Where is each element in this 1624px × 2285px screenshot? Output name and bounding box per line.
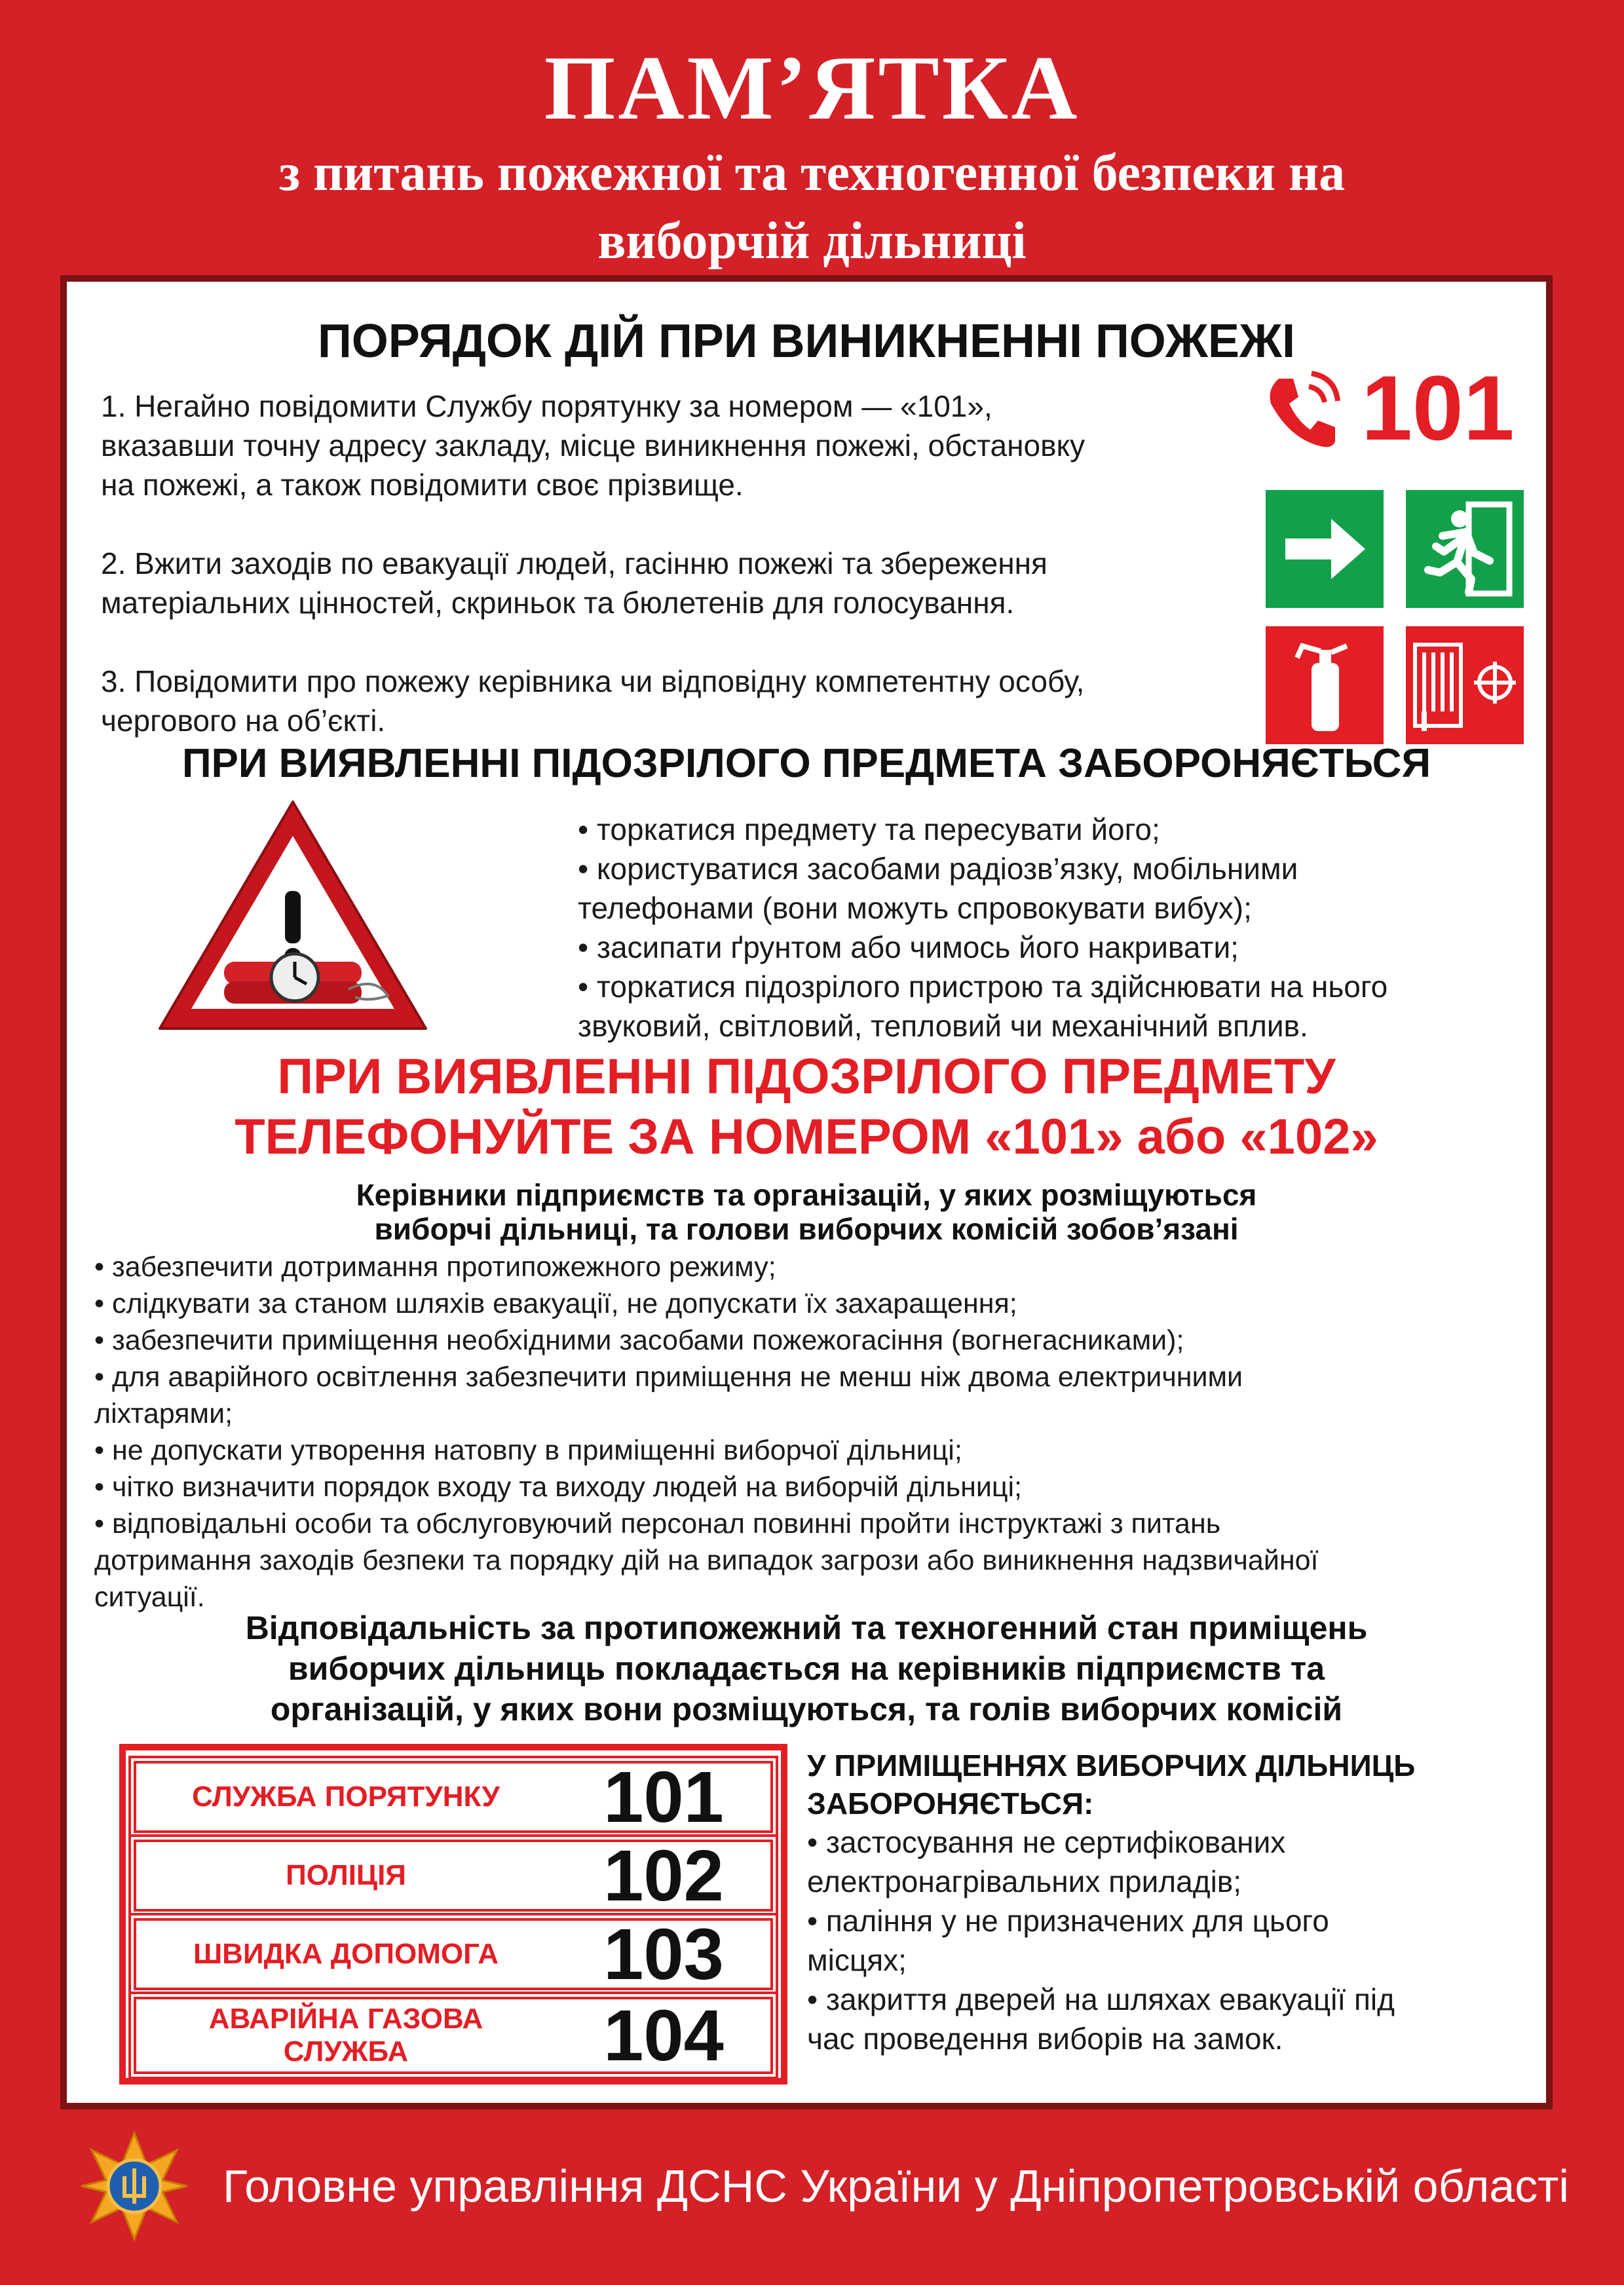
fire-item-1: 1. Негайно повідомити Службу порятунку за номером — «101», вказавши точну адресу закладу, місце виникнення пожежі, обстановку на пожежі, а також повідомити своє прізвище. (101, 389, 1086, 502)
running-man-exit-icon (1406, 490, 1524, 608)
call-heading-line-2: ТЕЛЕФОНУЙТЕ ЗА НОМЕРОМ «101» або «102» (235, 1109, 1378, 1165)
fire-phone-number: 101 (1361, 356, 1515, 459)
warning-bomb-icon (152, 793, 434, 1042)
direction-arrow-sign (1266, 490, 1384, 608)
service-name: ШВИДКА ДОПОМОГА (193, 1938, 499, 1970)
fire-instructions (101, 387, 1300, 740)
subtitle-line-2: виборчій дільниці (597, 212, 1027, 270)
service-number: 103 (603, 1914, 724, 1995)
prohibited-list: • застосування не сертифікованих електронагрівальних приладів; • паління у не призначених для цього місцях; • закриття дверей на шляхах евакуації під час проведення виборів на замок. (807, 1825, 1395, 2056)
fire-hose-icon (1406, 626, 1524, 744)
call-heading-line-1: ПРИ ВИЯВЛЕННІ ПІДОЗРІЛОГО ПРЕДМЕТУ (277, 1049, 1336, 1105)
arrow-right-icon (1266, 490, 1384, 608)
managers-heading: Керівники підприємств та організацій, у яких розміщуються виборчі дільниці, та голови виборчих комісій зобов’язані (356, 1178, 1257, 1246)
phone-row-gas (134, 1997, 773, 2074)
fire-item-2: 2. Вжити заходів по евакуації людей, гасінню пожежі та збереження матеріальних цінностей, скриньок та бюлетенів для голосування. (101, 546, 1048, 620)
phone-icon (1259, 367, 1344, 452)
emergency-exit-sign (1406, 490, 1524, 608)
subtitle-line-1: з питань пожежної та техногенної безпеки на (278, 144, 1346, 202)
fire-item-3: 3. Повідомити про пожежу керівника чи відповідну компетентну особу, чергового на об’єкті. (101, 664, 1085, 738)
responsibility-statement: Відповідальність за протипожежний та техногенний стан приміщень виборчих дільниць покладається на керівників підприємств та організацій, у яких вони розміщуються, та голів виборчих комісій (245, 1610, 1368, 1728)
page-subtitle (0, 139, 1624, 275)
phone-row-rescue (134, 1756, 773, 1838)
managers-duties: • забезпечити дотримання протипожежного режиму; • слідкувати за станом шляхів евакуації, не допускати їх захаращення; • забезпечити приміщення необхідними засобами пожежогасіння (вогнегасниками); • для аварійного освітлення забезпечити приміщення не менш ніж двома електричними ліхтарями; • не допускати утворення натовпу в приміщенні виборчої дільниці; • чітко визначити порядок входу та виходу людей на виборчій дільниці; • відповідальні особи та обслуговуючий персонал повинні пройти інструктажі з питань дотримання заходів безпеки та порядку дій на випадок загрози або виникнення надзвичайної ситуації. (94, 1251, 1319, 1613)
dsns-emblem-icon (79, 2130, 190, 2242)
prohibited-heading: У ПРИМІЩЕННЯХ ВИБОРЧИХ ДІЛЬНИЦЬ ЗАБОРОНЯЄТЬСЯ: (807, 1748, 1416, 1821)
suspicious-prohibitions: • торкатися предмету та пересувати його; • користуватися засобами радіозв’язку, мобільними телефонами (вони можуть спровокувати вибух); • засипати ґрунтом або чимось його накривати; • торкатися підозрілого пристрою та здійснювати на нього звуковий, світловий, тепловий чи механічний вплив. (578, 812, 1388, 1043)
emergency-phones-table (119, 1744, 787, 2085)
phone-row-ambulance (134, 1914, 773, 1995)
fire-extinguisher-icon (1266, 626, 1384, 744)
service-name: СЛУЖБА ПОРЯТУНКУ (192, 1781, 500, 1813)
fire-hose-sign (1406, 626, 1524, 744)
phone-row-police (134, 1835, 773, 1916)
fire-extinguisher-sign (1266, 626, 1384, 744)
page-title: ПАМ’ЯТКА (544, 37, 1080, 139)
service-name: ПОЛІЦІЯ (286, 1859, 406, 1891)
service-name: АВАРІЙНА ГАЗОВА СЛУЖБА (208, 2003, 483, 2068)
service-number: 101 (603, 1756, 724, 1838)
service-number: 104 (603, 1995, 724, 2076)
service-number: 102 (603, 1835, 724, 1916)
suspicious-heading: ПРИ ВИЯВЛЕННІ ПІДОЗРІЛОГО ПРЕДМЕТА ЗАБОРОНЯЄТЬСЯ (181, 741, 1431, 786)
fire-heading: ПОРЯДОК ДІЙ ПРИ ВИНИКНЕННІ ПОЖЕЖІ (318, 315, 1295, 368)
footer-organization: Головне управління ДСНС України у Дніпропетровській області (223, 2161, 1569, 2212)
content-panel (60, 275, 1553, 2109)
